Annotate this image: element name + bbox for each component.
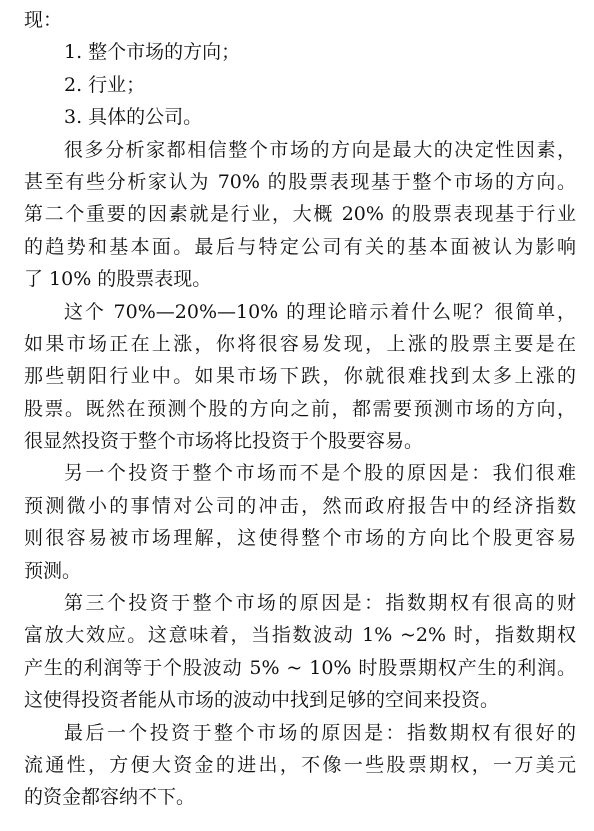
paragraph-line: 很显然投资于整个市场将比投资于个股要容易。: [24, 430, 424, 453]
list-item-company: 3. 具体的公司。: [64, 106, 203, 129]
paragraph-line: 则很容易被市场理解，这使得整个市场的方向比个股更容易: [24, 527, 576, 550]
paragraph-line: 如果市场正在上涨，你将很容易发现，上涨的股票主要是在: [24, 332, 576, 355]
paragraph-line: 的资金都容纳不下。: [24, 786, 196, 809]
paragraph-line: 产生的利润等于个股波动 5% ~ 10% 时股票期权产生的利润。: [24, 656, 576, 679]
paragraph-line: 第三个投资于整个市场的原因是：指数期权有很高的财: [64, 592, 576, 615]
paragraph-line: 预测。: [24, 559, 82, 582]
paragraph-line: 甚至有些分析家认为 70% 的股票表现基于整个市场的方向。: [24, 170, 576, 193]
paragraph-line: 这个 70%—20%—10% 的理论暗示着什么呢？很简单，: [64, 300, 576, 323]
paragraph-line: 预测微小的事情对公司的冲击，然而政府报告中的经济指数: [24, 494, 576, 517]
paragraph-line: 富放大效应。这意味着，当指数波动 1% ~2% 时，指数期权: [24, 624, 576, 647]
text-line: 现：: [24, 9, 63, 31]
paragraph-line: 那些朝阳行业中。如果市场下跌，你就很难找到太多上涨的: [24, 365, 576, 388]
paragraph-line: 第二个重要的因素就是行业，大概 20% 的股票表现基于行业: [24, 203, 576, 226]
paragraph-line: 最后一个投资于整个市场的原因是：指数期权有很好的: [64, 721, 576, 744]
paragraph-line: 流通性，方便大资金的进出，不像一些股票期权，一万美元: [24, 753, 576, 776]
paragraph-line: 了 10% 的股票表现。: [24, 268, 212, 291]
paragraph-line: 另一个投资于整个市场而不是个股的原因是：我们很难: [64, 462, 576, 485]
paragraph-line: 这使得投资者能从市场的波动中找到足够的空间来投资。: [24, 689, 500, 712]
list-item-industry: 2. 行业；: [64, 73, 146, 96]
paragraph-line: 的趋势和基本面。最后与特定公司有关的基本面被认为影响: [24, 235, 576, 258]
paragraph-line: 很多分析家都相信整个市场的方向是最大的决定性因素，: [64, 138, 576, 161]
paragraph-line: 股票。既然在预测个股的方向之前，都需要预测市场的方向，: [24, 397, 576, 420]
list-item-market-direction: 1. 整个市场的方向；: [64, 41, 241, 64]
